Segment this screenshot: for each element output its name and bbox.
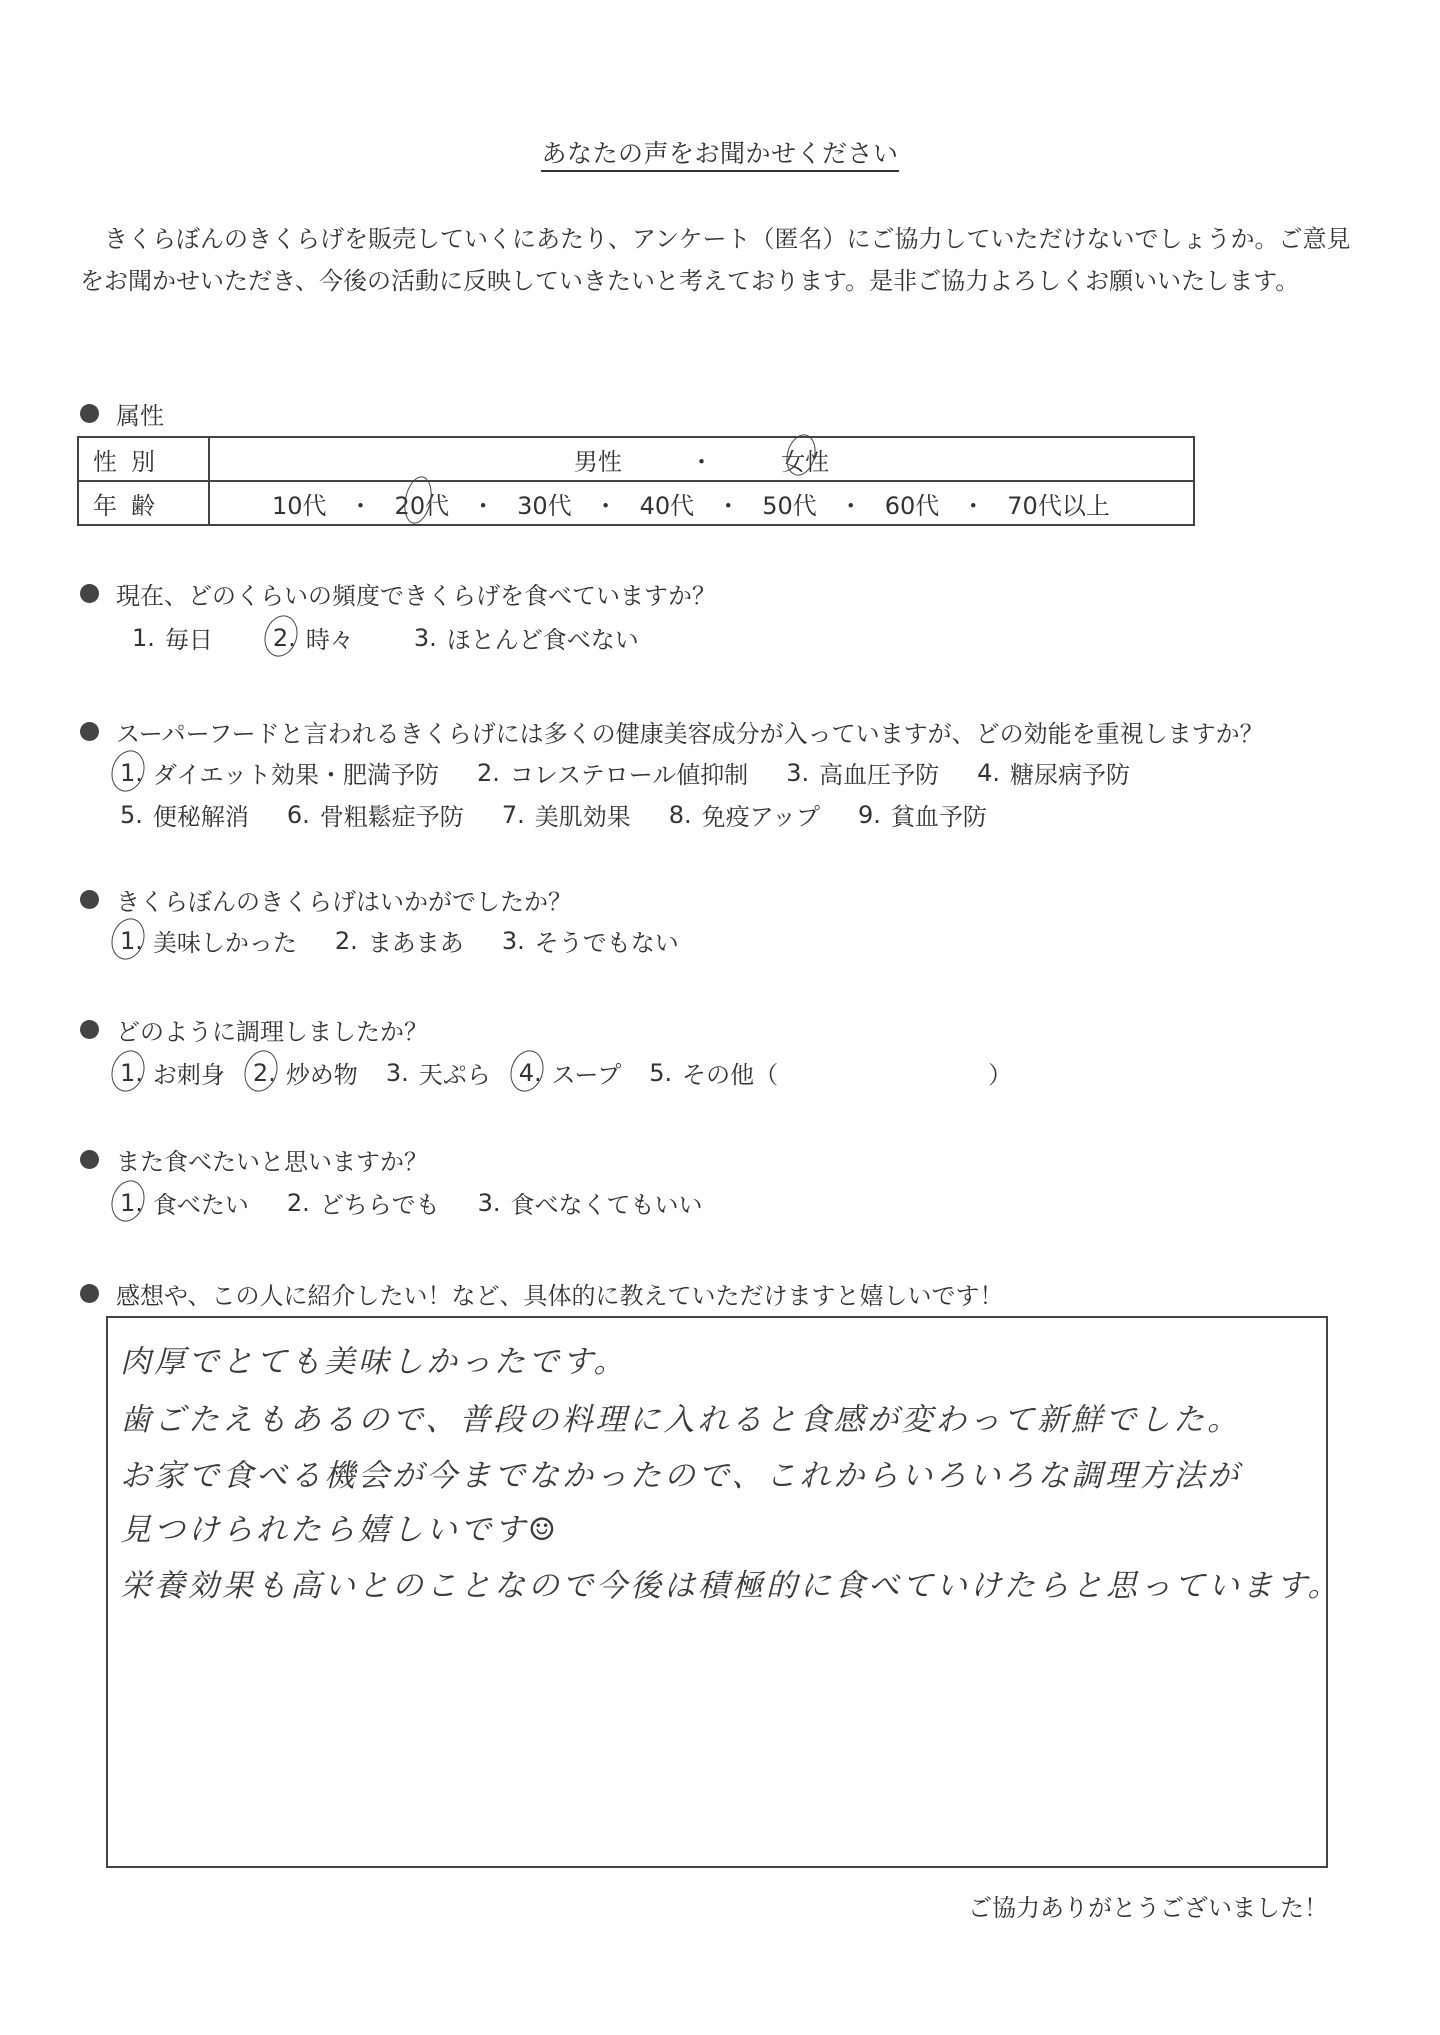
benefit-option-8[interactable]: 8. 免疫アップ <box>668 800 820 831</box>
benefits-options-row-1 <box>120 755 1168 790</box>
bullet-icon <box>80 404 99 423</box>
benefit-option-9[interactable]: 9. 貧血予防 <box>857 800 987 831</box>
comment-line-5: 栄養効果も高いとのことなので今後は積極的に食べていけたらと思っています。 <box>120 1568 1342 1604</box>
question-frequency: 現在、どのくらいの頻度できくらげを食べていますか？ <box>80 576 716 611</box>
frequency-option-3[interactable]: 3. ほとんど食べない <box>413 623 639 654</box>
bullet-icon <box>80 1284 99 1303</box>
page-title <box>0 134 1440 170</box>
benefit-option-5[interactable]: 5. 便秘解消 <box>120 800 249 831</box>
frequency-options <box>132 620 677 655</box>
eat-again-option-2[interactable]: 2. どちらでも <box>286 1188 440 1219</box>
cooking-options <box>120 1055 1012 1090</box>
page-title-text: あなたの声をお聞かせください <box>541 139 898 172</box>
question-benefits: スーパーフードと言われるきくらげには多くの健康美容成分が入っていますが、どの効能を重視しますか？ <box>80 714 1264 749</box>
frequency-option-2[interactable]: 2. 時々 <box>273 620 354 655</box>
benefit-option-3[interactable]: 3. 高血圧予防 <box>786 758 940 789</box>
bullet-icon <box>80 722 99 741</box>
intro-paragraph: きくらぼんのきくらげを販売していくにあたり、アンケート（匿名）にご協力していただけないでしょうか。ご意見をお聞かせいただき、今後の活動に反映していきたいと考えております。是非ご協力よろしくお願いいたします。 <box>80 225 1351 295</box>
comment-line-3: お家で食べる機会が今までなかったので、これからいろいろな調理方法が <box>120 1458 1242 1494</box>
taste-option-2[interactable]: 2. まあまあ <box>334 926 464 957</box>
gender-option-male[interactable]: 男性 <box>573 447 622 476</box>
gender-label: 性別 <box>78 437 209 481</box>
cooking-option-2[interactable]: 2. 炒め物 <box>253 1055 358 1090</box>
bullet-icon <box>80 584 99 603</box>
thanks-message: ご協力ありがとうございました！ <box>968 1894 1328 1922</box>
gender-option-female[interactable]: 女性 <box>781 442 829 477</box>
cooking-other-close-paren: ） <box>988 1061 1013 1089</box>
eat-again-option-1[interactable]: 1. 食べたい <box>120 1185 249 1220</box>
bullet-icon <box>80 1020 99 1039</box>
comment-line-4: 見つけられたら嬉しいです☺ <box>120 1512 559 1548</box>
age-option-40s[interactable]: 40代 <box>639 491 695 520</box>
taste-option-3[interactable]: 3. そうでもない <box>501 926 679 957</box>
benefit-option-7[interactable]: 7. 美肌効果 <box>501 800 631 831</box>
age-option-70s-plus[interactable]: 70代以上 <box>1007 491 1110 520</box>
benefit-option-6[interactable]: 6. 骨粗鬆症予防 <box>286 800 464 831</box>
bullet-icon <box>80 1150 99 1169</box>
question-eat-again: また食べたいと思いますか？ <box>80 1142 428 1177</box>
attributes-table <box>77 436 1195 526</box>
eat-again-options <box>120 1185 740 1220</box>
taste-options <box>120 923 717 958</box>
age-label: 年齢 <box>78 481 209 525</box>
gender-row <box>78 437 1194 481</box>
question-taste: きくらぼんのきくらげはいかがでしたか？ <box>80 882 572 917</box>
attributes-heading: 属性 <box>80 396 164 431</box>
cooking-option-5[interactable]: 5. その他（ <box>649 1058 779 1089</box>
cooking-option-3[interactable]: 3. 天ぷら <box>385 1058 491 1089</box>
bullet-icon <box>80 890 99 909</box>
comments-box[interactable] <box>106 1316 1342 1868</box>
eat-again-option-3[interactable]: 3. 食べなくてもいい <box>477 1188 703 1219</box>
benefit-option-1[interactable]: 1. ダイエット効果・肥満予防 <box>120 755 439 790</box>
question-cooking: どのように調理しましたか？ <box>80 1012 428 1047</box>
cooking-option-4[interactable]: 4. スープ <box>519 1055 622 1090</box>
age-row <box>78 481 1194 525</box>
age-option-60s[interactable]: 60代 <box>884 491 940 520</box>
benefits-options-row-2 <box>120 797 1025 832</box>
age-option-10s[interactable]: 10代 <box>272 491 327 520</box>
age-option-20s[interactable]: 20代 <box>395 486 450 521</box>
age-option-50s[interactable]: 50代 <box>762 491 817 520</box>
benefit-option-2[interactable]: 2. コレステロール値抑制 <box>477 758 749 789</box>
separator: ・ <box>689 447 714 476</box>
age-option-30s[interactable]: 30代 <box>517 491 572 520</box>
gender-options <box>209 437 1194 481</box>
comment-line-1: 肉厚でとても美味しかったです。 <box>120 1344 628 1380</box>
cooking-option-1[interactable]: 1. お刺身 <box>120 1055 225 1090</box>
benefit-option-4[interactable]: 4. 糖尿病予防 <box>977 758 1131 789</box>
frequency-option-1[interactable]: 1. 毎日 <box>132 623 213 654</box>
taste-option-1[interactable]: 1. 美味しかった <box>120 923 297 958</box>
comment-line-2: 歯ごたえもあるので、普段の料理に入れると食感が変わって新鮮でした。 <box>120 1402 1242 1438</box>
age-options: 10代 ・ 20代 ・ 30代 ・ 40代 ・ 50代 ・ 60代 ・ 70代以上 <box>209 481 1194 525</box>
comments-prompt: 感想や、この人に紹介したい！など、具体的に教えていただけますと嬉しいです！ <box>80 1276 1004 1311</box>
